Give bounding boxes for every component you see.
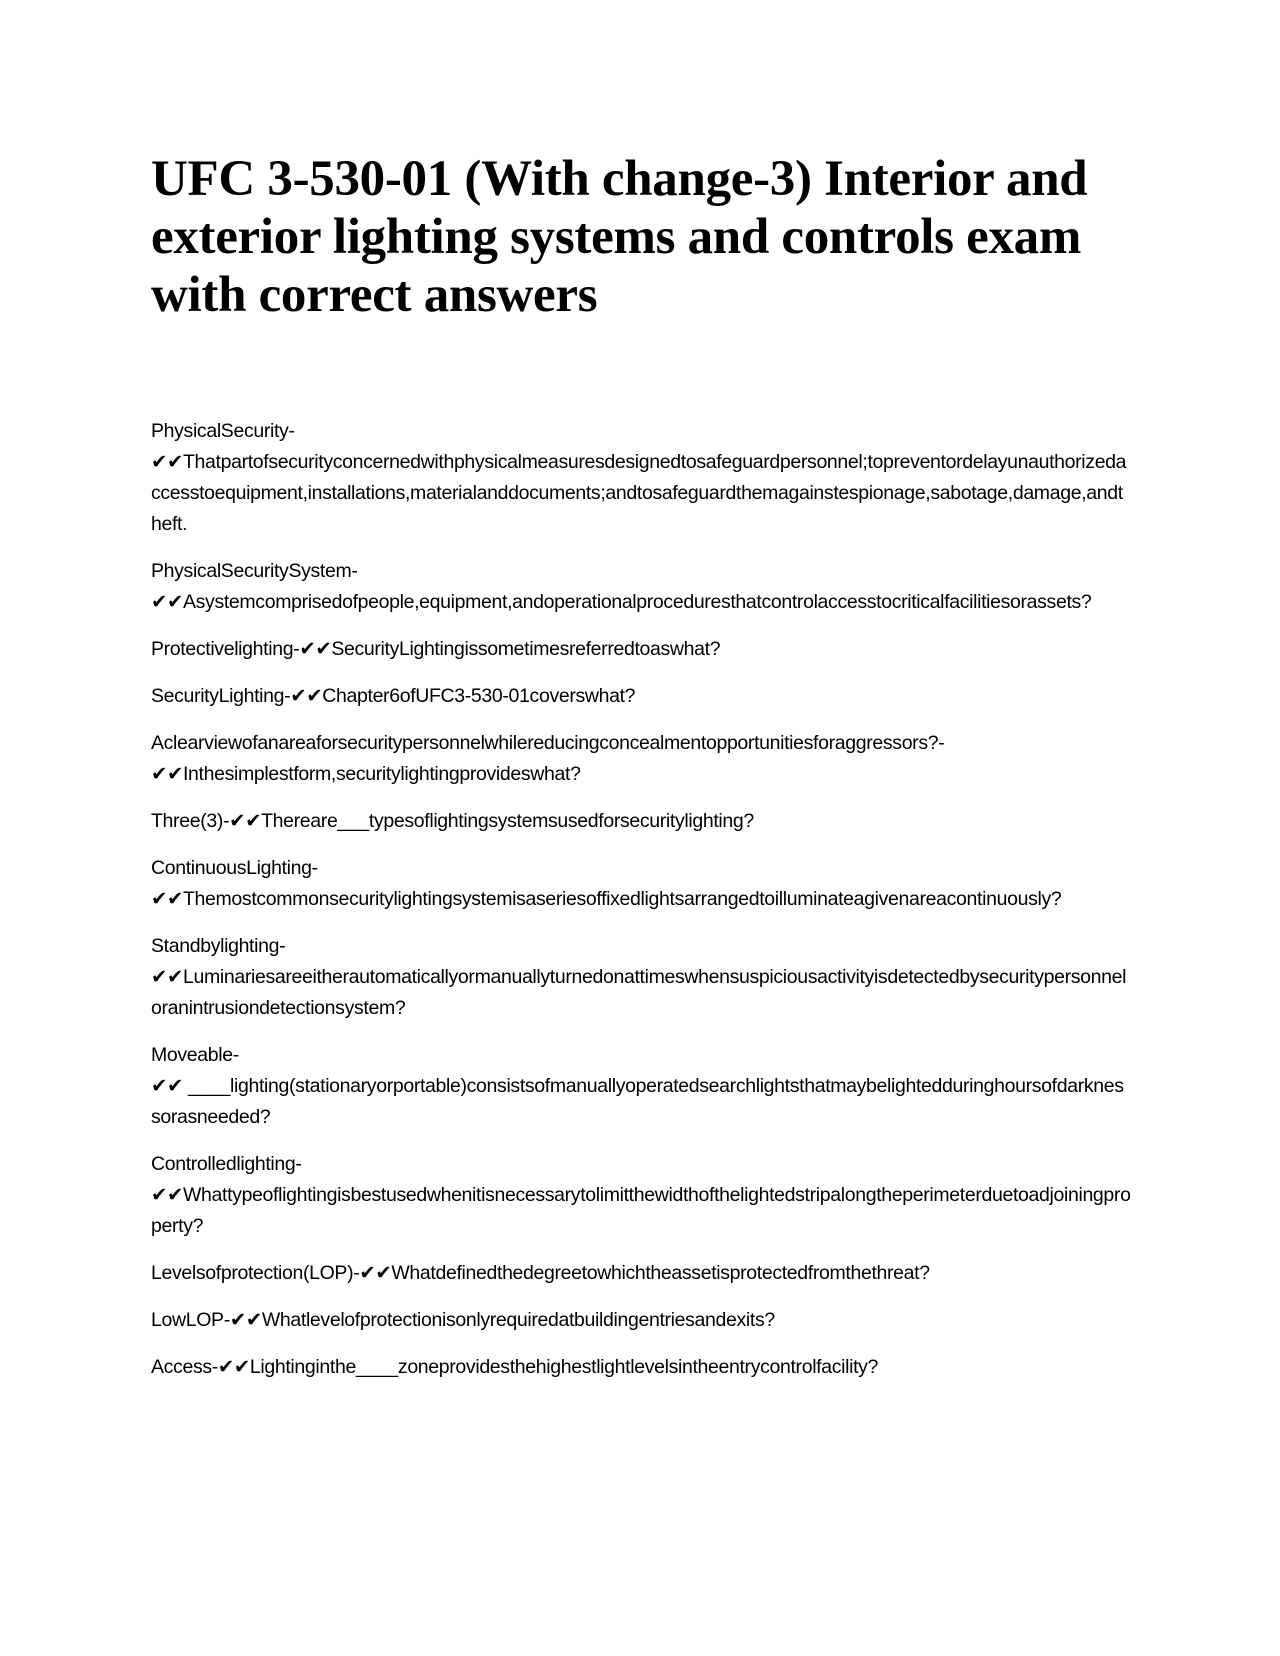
qa-question: Inthesimplestform,securitylightingprovideswhat? <box>182 763 581 785</box>
check-mark-icon: ✔✔ <box>151 451 183 473</box>
qa-answer: LowLOP- <box>151 1309 230 1331</box>
qa-question: Themostcommonsecuritylightingsystemisaseriesoffixedlightsarrangedtoilluminateagivenareacontinuously? <box>182 888 1062 910</box>
qa-answer: PhysicalSecuritySystem- <box>151 560 358 582</box>
qa-item <box>151 681 1131 712</box>
qa-answer: Three(3)- <box>151 810 230 832</box>
qa-answer: PhysicalSecurity- <box>151 420 295 442</box>
qa-item <box>151 1149 1131 1242</box>
qa-item <box>151 728 1131 790</box>
check-mark-icon: ✔✔ <box>151 1075 183 1097</box>
qa-list <box>151 416 1131 1399</box>
qa-answer: Aclearviewofanareaforsecuritypersonnelwhilereducingconcealmentopportunitiesforaggressors?- <box>151 732 945 754</box>
qa-question: Lightinginthe____zoneprovidesthehighestlightlevelsintheentrycontrolfacility? <box>249 1356 879 1378</box>
check-mark-icon: ✔✔ <box>359 1262 392 1284</box>
qa-answer: Protectivelighting- <box>151 638 300 660</box>
qa-answer: SecurityLighting- <box>151 685 291 707</box>
check-mark-icon: ✔✔ <box>151 966 183 988</box>
qa-question: Asystemcomprisedofpeople,equipment,andoperationalproceduresthatcontrolaccesstocriticalfacilitiesorassets? <box>182 591 1092 613</box>
qa-item <box>151 634 1131 665</box>
qa-answer: ContinuousLighting- <box>151 857 318 879</box>
qa-item <box>151 556 1131 618</box>
qa-answer: Moveable- <box>151 1044 239 1066</box>
check-mark-icon: ✔✔ <box>151 591 183 613</box>
qa-item <box>151 931 1131 1024</box>
qa-answer: Access- <box>151 1356 218 1378</box>
qa-item <box>151 416 1131 540</box>
qa-question: Whatlevelofprotectionisonlyrequiredatbuildingentriesandexits? <box>261 1309 775 1331</box>
check-mark-icon: ✔✔ <box>151 763 183 785</box>
qa-answer: Standbylighting- <box>151 935 286 957</box>
qa-question: Whatdefinedthedegreetowhichtheassetisprotectedfromthethreat? <box>391 1262 930 1284</box>
qa-question: Thereare___typesoflightingsystemsusedforsecuritylighting? <box>261 810 754 832</box>
qa-question: Chapter6ofUFC3-530-01coverswhat? <box>322 685 636 707</box>
qa-answer: Levelsofprotection(LOP)- <box>151 1262 360 1284</box>
qa-item <box>151 1352 1131 1383</box>
qa-item <box>151 806 1131 837</box>
qa-question: ____lighting(stationaryorportable)consistsofmanuallyoperatedsearchlightsthatmaybelightedduringhoursofdarknessorasneeded? <box>151 1075 1124 1128</box>
document-title: UFC 3-530-01 (With change-3) Interior and exterior lighting systems and controls exam with correct answers <box>151 151 1088 323</box>
qa-item <box>151 1040 1131 1133</box>
check-mark-icon: ✔✔ <box>290 685 323 707</box>
check-mark-icon: ✔✔ <box>151 888 183 910</box>
qa-question: Whattypeoflightingisbestusedwhenitisnecessarytolimitthewidthofthelightedstripalongtheperimeterduetoadjoiningproperty? <box>151 1184 1131 1237</box>
qa-answer: Controlledlighting- <box>151 1153 302 1175</box>
check-mark-icon: ✔✔ <box>151 1184 183 1206</box>
check-mark-icon: ✔✔ <box>229 1309 262 1331</box>
qa-question: Luminariesareeitherautomaticallyormanuallyturnedonattimeswhensuspiciousactivityisdetectedbysecuritypersonneloranintrusiondetectionsystem? <box>151 966 1127 1019</box>
qa-item <box>151 1305 1131 1336</box>
qa-question: SecurityLightingissometimesreferredtoaswhat? <box>331 638 721 660</box>
qa-question: Thatpartofsecurityconcernedwithphysicalmeasuresdesignedtosafeguardpersonnel;topreventordelayunauthorizedaccesstoequipment,installations,materialanddocuments;andtosafeguardthemagainstespionage,sabotage,damage,andtheft. <box>151 451 1127 535</box>
check-mark-icon: ✔✔ <box>299 638 332 660</box>
check-mark-icon: ✔✔ <box>217 1356 250 1378</box>
qa-item <box>151 1258 1131 1289</box>
qa-item <box>151 853 1131 915</box>
check-mark-icon: ✔✔ <box>229 810 262 832</box>
